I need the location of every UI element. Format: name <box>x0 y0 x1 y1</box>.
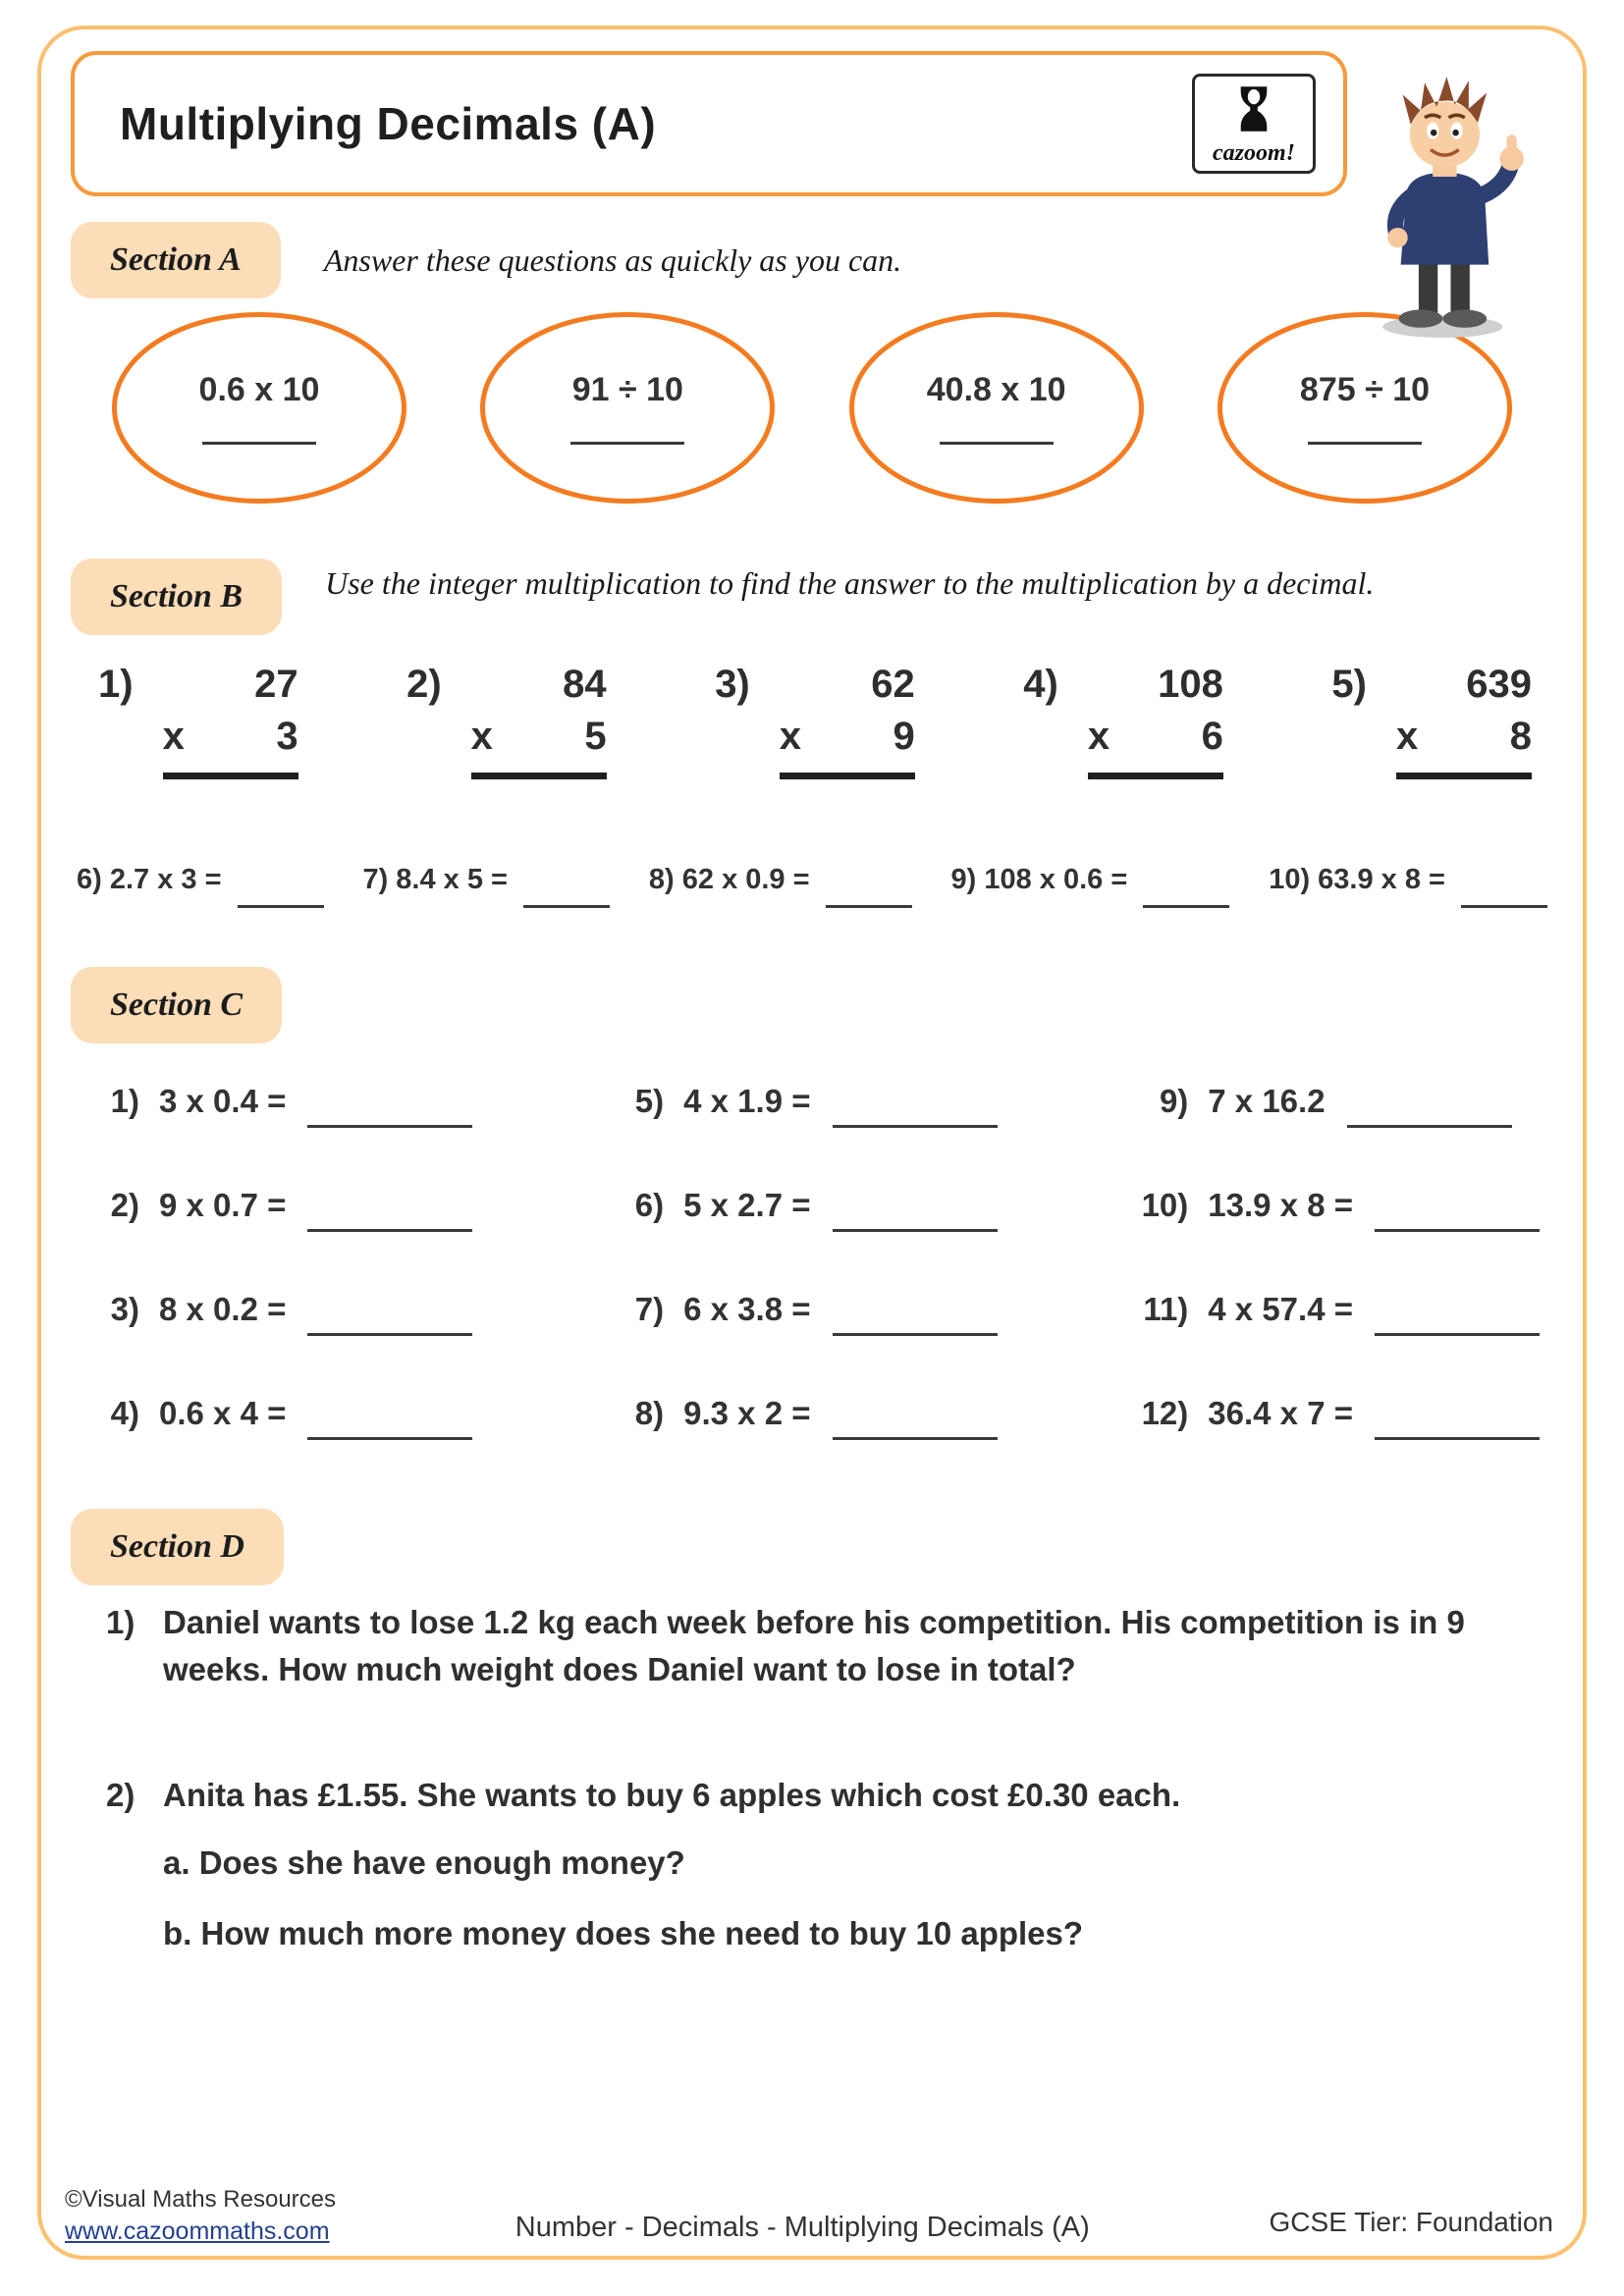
result-line <box>780 773 915 779</box>
result-line <box>471 773 607 779</box>
problem-number: 6) <box>634 1187 665 1223</box>
list-item <box>601 1187 997 1224</box>
problem-text: Daniel wants to lose 1.2 kg each week before his competition. His competition is in 9 weeks. How much weight does Daniel want to lose in total? <box>163 1604 1465 1687</box>
section-b-pill: Section B <box>71 559 282 635</box>
problem-text: 9 x 0.7 = <box>159 1187 287 1223</box>
problem-text: 8 x 0.2 = <box>159 1291 287 1327</box>
problem-number: 8) <box>634 1395 665 1431</box>
problem-text: 4 x 1.9 = <box>683 1083 811 1119</box>
inline-problem <box>649 864 912 896</box>
list-item <box>1125 1187 1540 1224</box>
cazoom-logo-text: cazoom! <box>1213 140 1295 166</box>
footer-breadcrumb: Number - Decimals - Multiplying Decimals (A) <box>514 2212 1090 2243</box>
multiplicand: 27 <box>254 663 298 706</box>
list-item <box>601 1395 997 1432</box>
problem-number: 5) <box>1331 663 1367 706</box>
problem-number: 2) <box>106 1776 135 1813</box>
problem-text: 13.9 x 8 = <box>1208 1187 1353 1223</box>
section-b-instruction: Use the integer multiplication to find the answer to the multiplication by a decimal. <box>325 565 1375 601</box>
page-title: Multiplying Decimals (A) <box>120 98 657 149</box>
list-item <box>1125 1395 1540 1432</box>
multiplicand: 62 <box>871 663 915 706</box>
section-a-header <box>71 222 1553 298</box>
answer-line <box>833 1229 998 1232</box>
operator: x <box>1087 715 1110 758</box>
oval-problem <box>849 312 1144 504</box>
oval-problem <box>112 312 406 504</box>
worksheet-page <box>37 26 1587 2260</box>
list-item <box>601 1083 997 1120</box>
problem-text: 9.3 x 2 = <box>683 1395 811 1431</box>
answer-line <box>307 1229 472 1232</box>
answer-line <box>833 1437 998 1440</box>
vertical-problem <box>1331 663 1532 779</box>
section-c-column-1 <box>77 1083 472 1432</box>
inline-problem <box>950 864 1229 896</box>
section-c-pill: Section C <box>71 967 282 1043</box>
list-item <box>77 1187 472 1224</box>
list-item <box>1125 1083 1540 1120</box>
problem-number: 3) <box>110 1291 139 1327</box>
problem-text: Anita has £1.55. She wants to buy 6 apples which cost £0.30 each. <box>163 1776 1181 1813</box>
mascot-illustration <box>1360 69 1542 344</box>
problem-number: 9) <box>1159 1083 1189 1119</box>
problem-number: 5) <box>634 1083 665 1119</box>
multiplier: 9 <box>893 715 915 758</box>
answer-line <box>202 425 316 445</box>
vertical-problem <box>98 663 298 779</box>
problem-number: 11) <box>1143 1291 1189 1327</box>
word-problem-1 <box>106 1599 1553 1693</box>
problem-number: 1) <box>110 1083 139 1119</box>
list-item <box>77 1291 472 1328</box>
footer-website-link[interactable]: www.cazoommaths.com <box>65 2217 330 2245</box>
problem-number: 4) <box>1023 663 1058 706</box>
problem-text: 36.4 x 7 = <box>1208 1395 1353 1431</box>
oval-problem <box>480 312 775 504</box>
problem-text: 10) 63.9 x 8 = <box>1269 864 1445 895</box>
section-c-problems <box>71 1083 1553 1432</box>
inline-problem <box>362 864 610 896</box>
word-problem-2 <box>106 1772 1553 1819</box>
operator: x <box>1395 715 1419 758</box>
problem-number: 12) <box>1141 1395 1189 1431</box>
list-item <box>1125 1291 1540 1328</box>
answer-line <box>826 905 912 908</box>
problem-number: 7) <box>634 1291 665 1327</box>
section-c-column-2 <box>601 1083 997 1432</box>
section-b-header <box>71 559 1553 635</box>
vertical-problem <box>715 663 915 779</box>
answer-line <box>307 1437 472 1440</box>
problem-text: 7) 8.4 x 5 = <box>362 864 508 895</box>
problem-text: 0.6 x 4 = <box>159 1395 287 1431</box>
inline-problem <box>77 864 324 896</box>
title-box <box>71 51 1347 196</box>
problem-text: 7 x 16.2 <box>1208 1083 1326 1119</box>
hourglass-icon <box>1235 84 1272 138</box>
cazoom-logo <box>1192 74 1316 174</box>
answer-line <box>1461 905 1547 908</box>
result-line <box>1088 773 1223 779</box>
multiplier: 3 <box>276 715 298 758</box>
answer-line <box>1375 1437 1540 1440</box>
answer-line <box>307 1125 472 1128</box>
problem-text: 4 x 57.4 = <box>1208 1291 1353 1327</box>
answer-line <box>523 905 610 908</box>
answer-line <box>833 1333 998 1336</box>
problem-text: 40.8 x 10 <box>926 371 1066 408</box>
section-a-instruction: Answer these questions as quickly as you can. <box>323 242 902 278</box>
section-a-problems <box>71 312 1553 504</box>
problem-number: 1) <box>98 663 134 706</box>
problem-text: 0.6 x 10 <box>198 371 320 408</box>
problem-text: 875 ÷ 10 <box>1299 371 1431 408</box>
section-d-questions <box>71 1599 1553 1952</box>
word-problem-2a: a. Does she have enough money? <box>163 1843 685 1881</box>
problem-number: 10) <box>1141 1187 1189 1223</box>
multiplicand: 84 <box>563 663 607 706</box>
result-line <box>1396 773 1532 779</box>
inline-problem <box>1269 864 1547 896</box>
multiplicand: 639 <box>1466 663 1532 706</box>
problem-text: 91 ÷ 10 <box>571 371 683 408</box>
problem-text: 6 x 3.8 = <box>683 1291 811 1327</box>
answer-line <box>1143 905 1229 908</box>
answer-line <box>833 1125 998 1128</box>
list-item <box>601 1291 997 1328</box>
section-c-column-3 <box>1125 1083 1540 1432</box>
problem-number: 1) <box>106 1604 135 1640</box>
word-problem-2b: b. How much more money does she need to buy 10 apples? <box>163 1914 1084 1951</box>
section-b-vertical-problems <box>71 663 1553 779</box>
multiplier: 8 <box>1509 715 1532 758</box>
result-line <box>163 773 298 779</box>
footer <box>65 2186 1553 2246</box>
problem-text: 3 x 0.4 = <box>159 1083 287 1119</box>
vertical-problem <box>1023 663 1223 779</box>
footer-copyright: ©Visual Maths Resources <box>65 2186 337 2213</box>
problem-text: 5 x 2.7 = <box>683 1187 811 1223</box>
list-item <box>77 1083 472 1120</box>
answer-line <box>1308 425 1422 445</box>
problem-text: 9) 108 x 0.6 = <box>950 864 1128 895</box>
problem-number: 3) <box>715 663 750 706</box>
operator: x <box>162 715 185 758</box>
section-c-header <box>71 967 1553 1043</box>
answer-line <box>238 905 324 908</box>
problem-number: 2) <box>110 1187 139 1223</box>
answer-line <box>570 425 684 445</box>
section-d-pill: Section D <box>71 1509 284 1585</box>
section-d-header <box>71 1509 1553 1585</box>
answer-line <box>940 425 1054 445</box>
multiplier: 6 <box>1201 715 1223 758</box>
answer-line <box>307 1333 472 1336</box>
vertical-problem <box>406 663 607 779</box>
multiplier: 5 <box>584 715 607 758</box>
problem-number: 4) <box>110 1395 139 1431</box>
operator: x <box>779 715 802 758</box>
answer-line <box>1347 1125 1512 1128</box>
list-item <box>77 1395 472 1432</box>
problem-text: 6) 2.7 x 3 = <box>77 864 222 895</box>
problem-text: 8) 62 x 0.9 = <box>648 864 810 895</box>
footer-left <box>65 2186 336 2246</box>
section-a-pill: Section A <box>71 222 281 298</box>
section-b-inline-problems <box>71 864 1553 896</box>
footer-tier-label: GCSE Tier: Foundation <box>1269 2207 1553 2237</box>
problem-number: 2) <box>406 663 442 706</box>
operator: x <box>470 715 493 758</box>
answer-line <box>1375 1333 1540 1336</box>
multiplicand: 108 <box>1158 663 1223 706</box>
answer-line <box>1375 1229 1540 1232</box>
